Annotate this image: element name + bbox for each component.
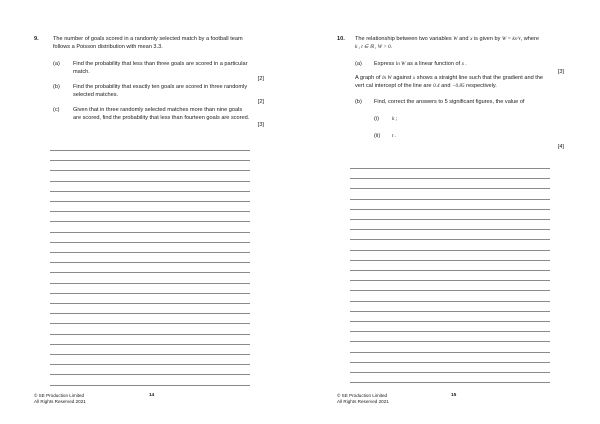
answer-line[interactable] [350, 311, 550, 312]
answer-line[interactable] [350, 239, 550, 240]
question-stem-line-1 [355, 36, 539, 44]
answer-line[interactable] [50, 323, 250, 324]
answer-line[interactable] [350, 382, 550, 383]
answer-line[interactable] [350, 229, 550, 230]
ln-w: ln W [382, 75, 392, 81]
variable-x: x [412, 75, 416, 81]
footer-rights: All Rights Reserved 2021 [337, 399, 389, 404]
part-a-text [374, 61, 467, 69]
answer-line[interactable] [50, 170, 250, 171]
footer-rights: All Rights Reserved 2021 [34, 399, 86, 404]
part-label-b: (b) [355, 99, 362, 105]
answer-line[interactable] [50, 201, 250, 202]
answer-line[interactable] [350, 188, 550, 189]
answer-line[interactable] [50, 232, 250, 233]
part-a-mid: as a linear function of [407, 61, 461, 67]
answer-line[interactable] [50, 283, 250, 284]
footer-copyright: © SE Production Limited [337, 393, 388, 398]
answer-line[interactable] [50, 354, 250, 355]
part-label-c: (c) [53, 107, 60, 113]
footer-copyright: © SE Production Limited [34, 393, 85, 398]
right-page [300, 0, 600, 424]
part-a-line-2: match. [73, 68, 90, 75]
answer-line[interactable] [50, 344, 250, 345]
question-stem-line-2: follows a Poisson distribution with mean 3.3. [53, 43, 163, 50]
sub-ii-variable: t . [392, 133, 397, 139]
graph-text: against [393, 75, 412, 81]
part-c-line-1: Given that in three randomly selected matches more than nine goals [73, 107, 243, 113]
variable-x: x . [461, 61, 467, 67]
stem-text: and [459, 36, 469, 42]
question-stem-line-2: k , t ∈ ℝ , W > 0. [355, 43, 393, 50]
part-b-line-1: Find the probability that exactly ten goals are scored in three randomly [73, 84, 248, 90]
answer-line[interactable] [350, 352, 550, 353]
answer-line[interactable] [350, 290, 550, 291]
page-number: 15 [451, 393, 457, 398]
part-c-line-2: are scored, find the probability that less than fourteen goals are scored. [73, 114, 250, 121]
graph-text: and [441, 82, 451, 89]
equation: W = kx^t [501, 36, 521, 42]
answer-line[interactable] [50, 303, 250, 304]
answer-line[interactable] [350, 341, 550, 342]
answer-line[interactable] [50, 385, 250, 386]
stem-text: , where [520, 36, 539, 42]
answer-line[interactable] [350, 280, 550, 281]
part-b-line-2: selected matches. [73, 91, 119, 98]
part-label-b: (b) [53, 84, 60, 90]
part-label-a: (a) [53, 61, 60, 67]
graph-text: A graph of [355, 75, 381, 81]
graph-text: shows a straight line such that the gradient and the [416, 75, 544, 81]
answer-line[interactable] [350, 331, 550, 332]
part-a-marks: [3] [557, 69, 564, 75]
answer-line[interactable] [50, 313, 250, 314]
part-a-line-1: Find the probability that less than three goals are scored in a particular [73, 61, 248, 67]
question-stem-line-1: The number of goals scored in a randomly selected match by a football team [53, 36, 243, 42]
answer-line[interactable] [350, 209, 550, 210]
part-b-marks: [4] [557, 144, 564, 150]
answer-line[interactable] [350, 372, 550, 373]
question-number: 9. [34, 36, 39, 42]
answer-line[interactable] [350, 260, 550, 261]
answer-line[interactable] [350, 168, 550, 169]
sub-i-variable: k ; [392, 116, 398, 122]
answer-line[interactable] [350, 270, 550, 271]
answer-line[interactable] [50, 364, 250, 365]
part-label-a: (a) [355, 61, 362, 67]
answer-line[interactable] [350, 321, 550, 322]
ln-w: ln W [395, 61, 406, 67]
stem-text: is given by [473, 36, 501, 42]
answer-line[interactable] [50, 150, 250, 151]
question-number: 10. [337, 36, 345, 42]
intercept-value: −0.85 [452, 82, 465, 89]
answer-line[interactable] [50, 334, 250, 335]
variable-x: x [470, 36, 473, 42]
answer-line[interactable] [50, 242, 250, 243]
sub-label-i: (i) [374, 116, 379, 122]
answer-line[interactable] [350, 301, 550, 302]
answer-line[interactable] [350, 250, 550, 251]
answer-line[interactable] [50, 181, 250, 182]
part-b-text: Find, correct the answers to 5 significant figures, the value of [374, 99, 525, 105]
answer-line[interactable] [350, 362, 550, 363]
page-number: 14 [149, 393, 155, 398]
stem-text: The relationship between two variables [355, 36, 452, 42]
answer-line[interactable] [50, 262, 250, 263]
answer-line[interactable] [50, 191, 250, 192]
answer-line[interactable] [350, 178, 550, 179]
variable-w: W [453, 36, 458, 42]
graph-description-line-1 [355, 75, 543, 83]
answer-line[interactable] [50, 221, 250, 222]
answer-line[interactable] [50, 160, 250, 161]
sub-label-ii: (ii) [374, 133, 381, 139]
answer-line[interactable] [350, 199, 550, 200]
answer-line[interactable] [50, 374, 250, 375]
part-a-lead: Express [374, 61, 395, 67]
part-b-marks: [2] [257, 99, 264, 105]
answer-line[interactable] [50, 293, 250, 294]
answer-line[interactable] [350, 219, 550, 220]
part-a-marks: [2] [257, 76, 264, 82]
answer-line[interactable] [50, 252, 250, 253]
graph-text: vert cal intercept of the line are [355, 82, 432, 89]
graph-text: respectively. [466, 82, 497, 89]
gradient-value: 0.4 [433, 82, 440, 89]
answer-line[interactable] [50, 272, 250, 273]
graph-description-line-2 [355, 83, 497, 91]
answer-line[interactable] [50, 211, 250, 212]
part-c-marks: [3] [257, 122, 264, 128]
